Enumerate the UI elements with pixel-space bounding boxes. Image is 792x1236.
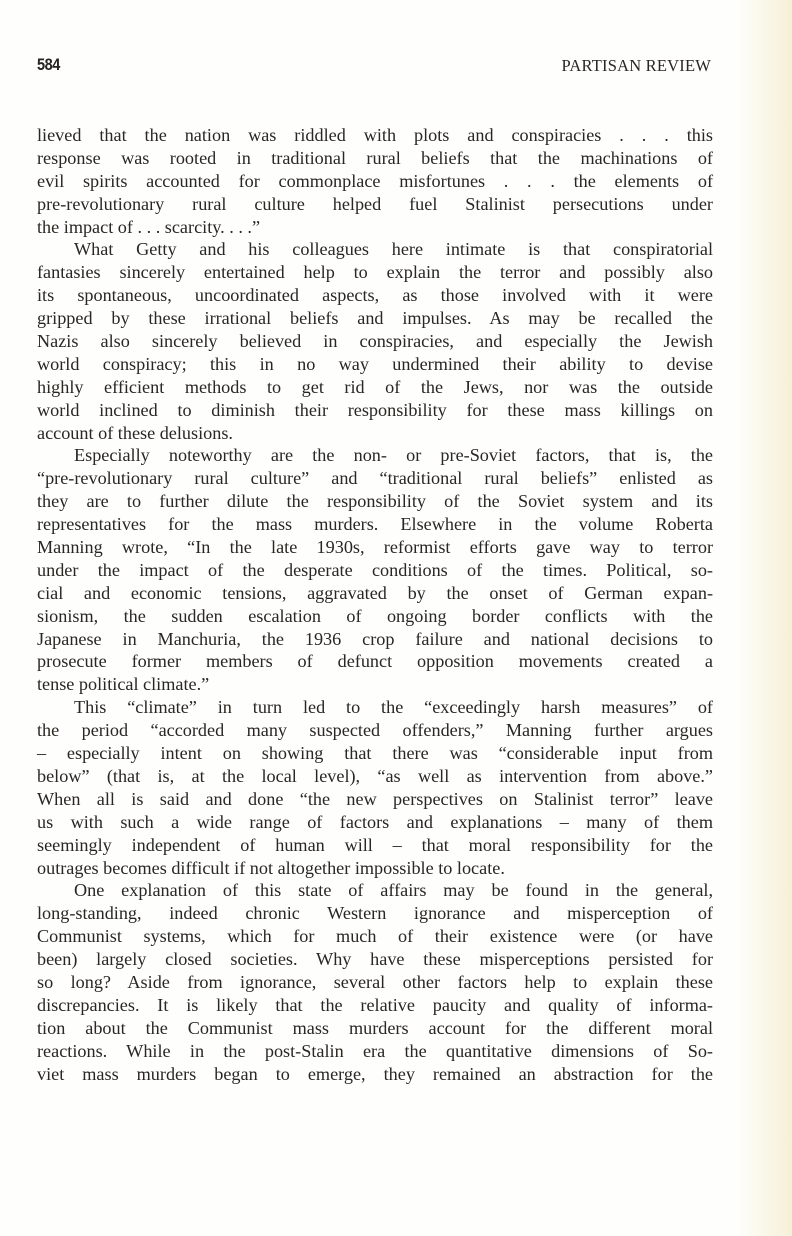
text-line: Nazis also sincerely believed in conspiracies, and especially the Jewish — [37, 331, 713, 352]
page-number: 584 — [37, 56, 60, 74]
text-line: world inclined to diminish their responsibility for these mass killings on — [37, 399, 713, 420]
text-line: below” (that is, at the local level), “as well as intervention from above.” — [37, 765, 713, 786]
text-line: its spontaneous, uncoordinated aspects, as those involved with it were — [37, 285, 713, 306]
text-line: Manning wrote, “In the late 1930s, reformist efforts gave way to terror — [37, 537, 713, 558]
text-line: they are to further dilute the responsibility of the Soviet system and its — [37, 491, 713, 512]
paragraph-first-line: Especially noteworthy are the non- or pre-Soviet factors, that is, the — [74, 445, 713, 466]
text-line: representatives for the mass murders. Elsewhere in the volume Roberta — [37, 514, 713, 535]
text-line: reactions. While in the post-Stalin era the quantitative dimensions of So- — [37, 1040, 713, 1061]
journal-title: PARTISAN REVIEW — [561, 56, 711, 75]
paragraph-first-line: What Getty and his colleagues here intimate is that conspiratorial — [74, 239, 713, 260]
text-line: tense political climate.” — [37, 674, 210, 695]
text-line: “pre-revolutionary rural culture” and “traditional rural beliefs” enlisted as — [37, 468, 713, 489]
text-line: highly efficient methods to get rid of the Jews, nor was the outside — [37, 376, 713, 397]
text-line: Japanese in Manchuria, the 1936 crop failure and national decisions to — [37, 628, 713, 649]
text-line: us with such a wide range of factors and explanations – many of them — [37, 811, 713, 832]
text-line: the period “accorded many suspected offenders,” Manning further argues — [37, 720, 713, 741]
text-line: tion about the Communist mass murders account for the different moral — [37, 1017, 713, 1038]
paragraph-first-line: This “climate” in turn led to the “exceedingly harsh measures” of — [74, 697, 713, 718]
text-line: long-standing, indeed chronic Western ignorance and misperception of — [37, 903, 713, 924]
text-line: seemingly independent of human will – that moral responsibility for the — [37, 834, 713, 855]
text-line: sionism, the sudden escalation of ongoing border conflicts with the — [37, 605, 713, 626]
paragraph-first-line: One explanation of this state of affairs may be found in the general, — [74, 880, 713, 901]
text-line: response was rooted in traditional rural beliefs that the machinations of — [37, 147, 713, 168]
text-line: lieved that the nation was riddled with plots and conspiracies . . . this — [37, 125, 713, 145]
text-line: outrages becomes difficult if not altogether impossible to locate. — [37, 857, 505, 878]
text-line: evil spirits accounted for commonplace misfortunes . . . the elements of — [37, 170, 713, 191]
text-line: Communist systems, which for much of their existence were (or have — [37, 926, 713, 947]
body-text — [37, 124, 713, 1085]
text-line: fantasies sincerely entertained help to explain the terror and possibly also — [37, 262, 713, 283]
text-line: the impact of . . . scarcity. . . .” — [37, 216, 261, 237]
text-line: prosecute former members of defunct opposition movements created a — [37, 651, 713, 672]
text-line: When all is said and done “the new perspectives on Stalinist terror” leave — [37, 788, 713, 809]
text-line: under the impact of the desperate conditions of the times. Political, so- — [37, 559, 713, 580]
running-head — [37, 56, 713, 78]
text-line: been) largely closed societies. Why have these misperceptions persisted for — [37, 949, 713, 970]
text-line: pre-revolutionary rural culture helped fuel Stalinist persecutions under — [37, 193, 713, 214]
text-line: cial and economic tensions, aggravated by the onset of German expan- — [37, 582, 713, 603]
text-line: viet mass murders began to emerge, they remained an abstraction for the — [37, 1063, 713, 1084]
text-line: account of these delusions. — [37, 422, 233, 443]
text-line: world conspiracy; this in no way undermined their ability to devise — [37, 353, 713, 374]
text-line: discrepancies. It is likely that the relative paucity and quality of informa- — [37, 994, 713, 1015]
text-line: so long? Aside from ignorance, several other factors help to explain these — [37, 971, 713, 992]
text-line: gripped by these irrational beliefs and impulses. As may be recalled the — [37, 308, 713, 329]
text-line: – especially intent on showing that there was “considerable input from — [37, 743, 713, 764]
